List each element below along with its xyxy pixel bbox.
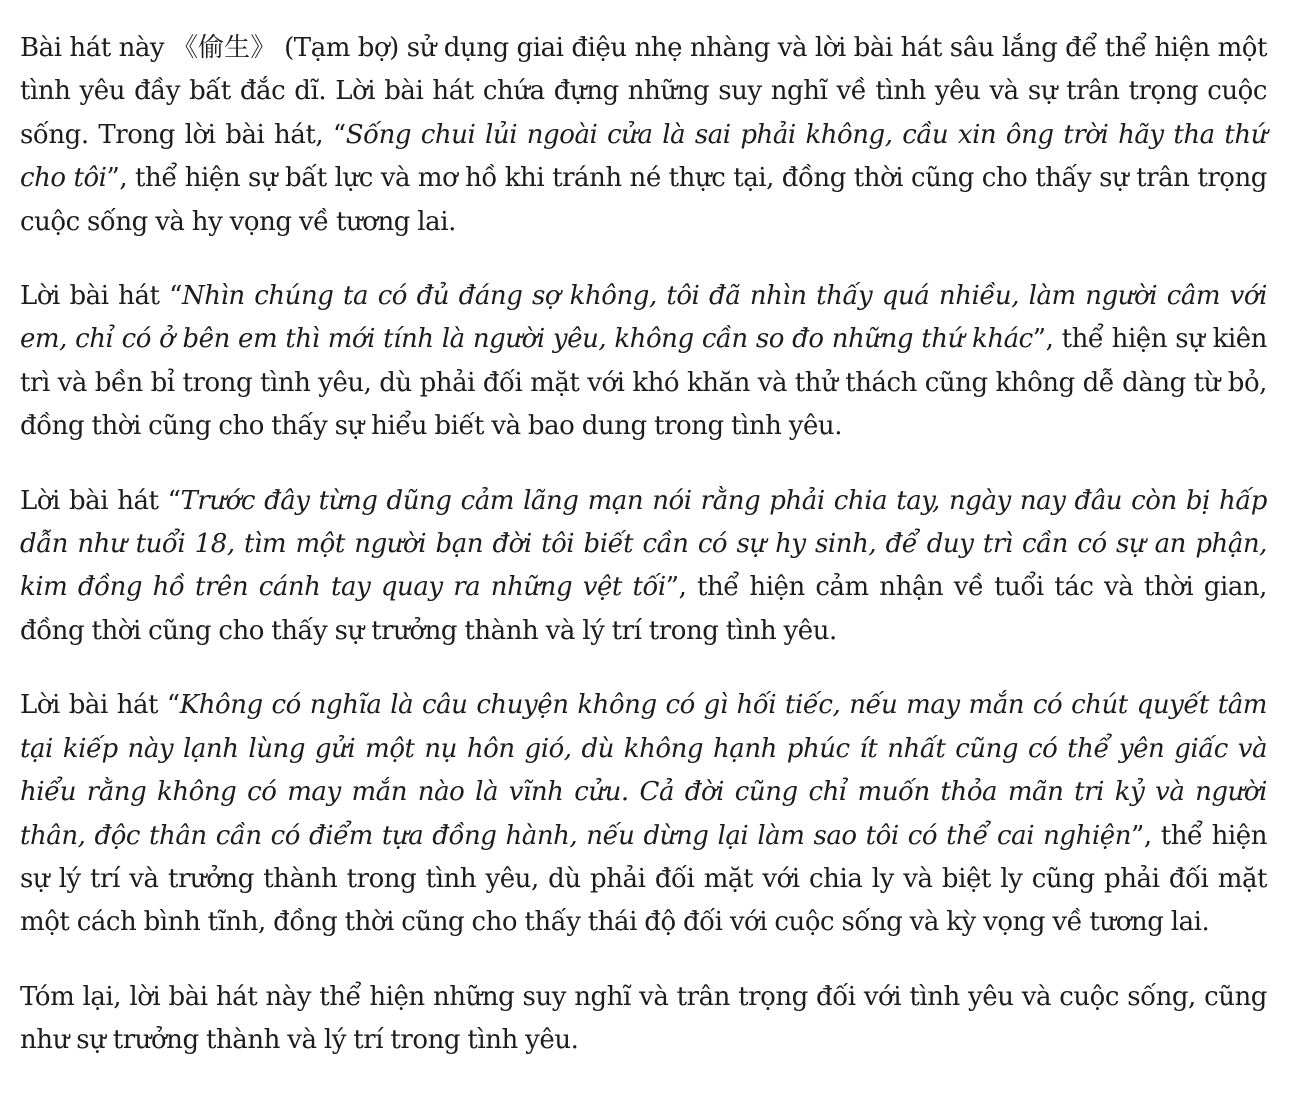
paragraph-text: Tóm lại, lời bài hát này thể hiện những suy nghĩ và trân trọng đối với tình yêu và cuộc sống, cũng như sự trưởng thành và lý trí trong tình yêu.	[20, 981, 1267, 1056]
paragraph-lyric-analysis-3	[20, 684, 1267, 944]
paragraph-text: Bài hát này 《偷生》 (Tạm bợ) sử dụng giai điệu nhẹ nhàng và lời bài hát sâu lắng để thể hiện một tình yêu đầy bất đắc dĩ. Lời bài hát chứa đựng những suy nghĩ về tình yêu và sự trân trọng cuộc sống. Trong lời bài hát, “	[20, 33, 1267, 150]
paragraph-text: ”, thể hiện cảm nhận về tuổi tác và thời gian, đồng thời cũng cho thấy sự trưởng thành và lý trí trong tình yêu.	[20, 572, 1267, 646]
paragraph-text: Lời bài hát “	[20, 485, 181, 516]
paragraph-text: ”, thể hiện sự kiên trì và bền bỉ trong tình yêu, dù phải đối mặt với khó khăn và thử thách cũng không dễ dàng từ bỏ, đồng thời cũng cho thấy sự hiểu biết và bao dung trong tình yêu.	[20, 324, 1267, 442]
paragraph-text: ”, thể hiện sự lý trí và trưởng thành trong tình yêu, dù phải đối mặt với chia ly và biệt ly cũng phải đối mặt một cách bình tĩnh, đồng thời cũng cho thấy thái độ đối với cuộc sống và kỳ vọng về tương lai.	[20, 820, 1267, 938]
lyric-quote: Trước đây từng dũng cảm lãng mạn nói rằng phải chia tay, ngày nay đâu còn bị hấp dẫn như tuổi 18, tìm một người bạn đời tôi biết cần có sự hy sinh, để duy trì cần có sự an phận, kim đồng hồ trên cánh tay quay ra những vệt tối	[20, 485, 1268, 603]
paragraph-text: Lời bài hát “	[20, 281, 182, 312]
lyric-quote: Sống chui lủi ngoài cửa là sai phải không, cầu xin ông trời hãy tha thứ cho tôi	[20, 119, 1267, 194]
paragraph-conclusion	[20, 976, 1267, 1063]
paragraph-text: ”, thể hiện sự bất lực và mơ hồ khi tránh né thực tại, đồng thời cũng cho thấy sự trân trọng cuộc sống và hy vọng về tương lai.	[20, 163, 1267, 237]
lyric-quote: Nhìn chúng ta có đủ đáng sợ không, tôi đã nhìn thấy quá nhiều, làm người câm với em, chỉ có ở bên em thì mới tính là người yêu, không cần so đo những thứ khác	[20, 281, 1267, 355]
lyric-quote: Không có nghĩa là câu chuyện không có gì hối tiếc, nếu may mắn có chút quyết tâm tại kiếp này lạnh lùng gửi một nụ hôn gió, dù không hạnh phúc ít nhất cũng có thể yên giấc và hiểu rằng không có may mắn nào là vĩnh cửu. Cả đời cũng chỉ muốn thỏa mãn tri kỷ và người thân, độc thân cần có điểm tựa đồng hành, nếu dừng lại làm sao tôi có thể cai nghiện	[20, 690, 1268, 851]
paragraph-lyric-analysis-2	[20, 480, 1267, 654]
paragraph-text: Lời bài hát “	[20, 690, 180, 721]
article-body	[20, 27, 1267, 1063]
paragraph-lyric-analysis-1	[20, 275, 1267, 449]
paragraph-song-intro	[20, 27, 1267, 244]
